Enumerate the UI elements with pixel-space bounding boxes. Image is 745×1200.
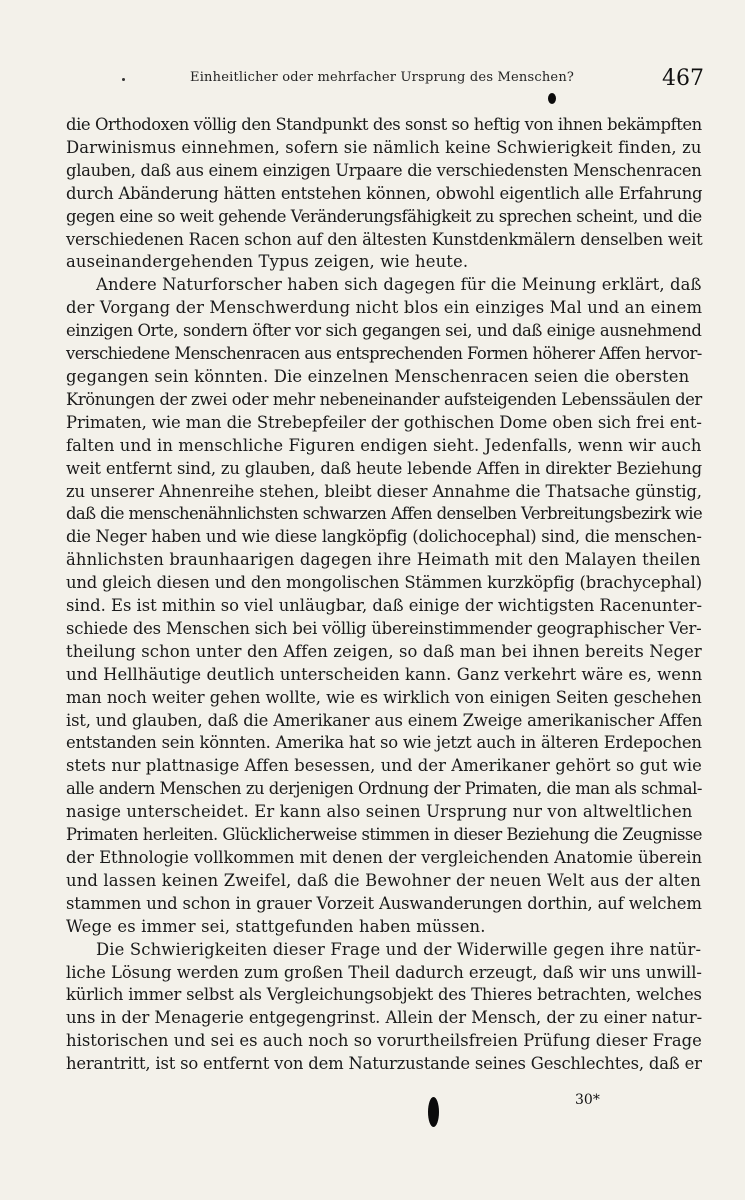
page-number: 467: [662, 66, 704, 91]
text-line: herantritt, ist so entfernt von dem Naturzustande seines Geschlechtes, daß er: [66, 1054, 702, 1074]
running-title: Einheitlicher oder mehrfacher Ursprung des Menschen?: [190, 70, 575, 85]
text-line: glauben, daß aus einem einzigen Urpaare die verschiedensten Menschenracen: [66, 160, 702, 180]
text-line: gegen eine so weit gehende Veränderungsfähigkeit zu sprechen scheint, und die: [66, 206, 702, 226]
signature-mark: 30*: [575, 1092, 600, 1108]
text-line: alle andern Menschen zu derjenigen Ordnung der Primaten, die man als schmal-: [66, 779, 702, 799]
text-line: durch Abänderung hätten entstehen können, obwohl eigentlich alle Erfahrung: [66, 183, 703, 203]
text-line: Krönungen der zwei oder mehr nebeneinander aufsteigenden Lebenssäulen der: [66, 389, 702, 409]
text-line: auseinandergehenden Typus zeigen, wie heute.: [66, 252, 469, 272]
text-line: Primaten, wie man die Strebepfeiler der gothischen Dome oben sich frei ent-: [66, 412, 702, 432]
text-line: uns in der Menagerie entgegengrinst. Allein der Mensch, der zu einer natur-: [66, 1008, 703, 1028]
text-line: Darwinismus einnehmen, sofern sie nämlich keine Schwierigkeit finden, zu: [66, 137, 702, 157]
text-line: und lassen keinen Zweifel, daß die Bewohner der neuen Welt aus der alten: [66, 870, 701, 890]
text-line: entstanden sein könnten. Amerika hat so wie jetzt auch in älteren Erdepochen: [66, 733, 702, 753]
text-line: verschiedene Menschenracen aus entsprechenden Formen höherer Affen hervor-: [66, 344, 702, 364]
text-line: gegangen sein könnten. Die einzelnen Menschenracen seien die obersten: [66, 366, 690, 386]
text-line: zu unserer Ahnenreihe stehen, bleibt dieser Annahme die Thatsache günstig,: [66, 481, 702, 501]
text-line: ist, und glauben, daß die Amerikaner aus einem Zweige amerikanischer Affen: [66, 710, 703, 730]
text-line: sind. Es ist mithin so viel unläugbar, daß einige der wichtigsten Racenunter-: [66, 596, 702, 616]
text-line: der Ethnologie vollkommen mit denen der vergleichenden Anatomie überein: [66, 848, 702, 867]
body-text: [66, 114, 702, 1076]
text-line: historischen und sei es auch noch so vorurtheilsfreien Prüfung dieser Frage: [66, 1031, 702, 1051]
text-line: liche Lösung werden zum großen Theil dadurch erzeugt, daß wir uns unwill-: [66, 962, 702, 982]
text-line: und gleich diesen und den mongolischen Stämmen kurzköpfig (brachycephal): [66, 573, 702, 593]
text-line: die Neger haben und wie diese langköpfig (dolichocephal) sind, die menschen-: [66, 527, 702, 547]
text-line: ähnlichsten braunhaarigen dagegen ihre Heimath mit den Malayen theilen: [66, 550, 701, 570]
text-line: kürlich immer selbst als Vergleichungsobjekt des Thieres betrachten, welches: [66, 985, 702, 1005]
text-line: einzigen Orte, sondern öfter vor sich gegangen sei, und daß einige ausnehmend: [66, 321, 702, 341]
text-line: nasige unterscheidet. Er kann also seinen Ursprung nur von altweltlichen: [66, 802, 693, 822]
text-line: Wege es immer sei, stattgefunden haben müssen.: [66, 916, 486, 936]
text-line: stammen und schon in grauer Vorzeit Auswanderungen dorthin, auf welchem: [66, 893, 702, 913]
ink-blot: [548, 93, 556, 104]
text-line: Andere Naturforscher haben sich dagegen für die Meinung erklärt, daß: [96, 275, 702, 295]
text-line: Die Schwierigkeiten dieser Frage und der Widerwille gegen ihre natür-: [96, 939, 702, 959]
stray-dot: [122, 78, 125, 81]
ink-blot: [428, 1097, 439, 1127]
text-line: falten und in menschliche Figuren endigen sieht. Jedenfalls, wenn wir auch: [66, 435, 702, 455]
text-line: und Hellhäutige deutlich unterscheiden kann. Ganz verkehrt wäre es, wenn: [66, 664, 703, 684]
text-line: Primaten herleiten. Glücklicherweise stimmen in dieser Beziehung die Zeugnisse: [66, 825, 702, 845]
text-line: der Vorgang der Menschwerdung nicht blos ein einziges Mal und an einem: [66, 298, 703, 318]
text-line: weit entfernt sind, zu glauben, daß heute lebende Affen in direkter Beziehung: [66, 458, 702, 478]
text-line: schiede des Menschen sich bei völlig übereinstimmender geographischer Ver-: [66, 618, 702, 638]
text-line: theilung schon unter den Affen zeigen, so daß man bei ihnen bereits Neger: [66, 641, 702, 661]
text-line: man noch weiter gehen wollte, wie es wirklich von einigen Seiten geschehen: [66, 687, 702, 707]
text-line: daß die menschenähnlichsten schwarzen Affen denselben Verbreitungsbezirk wie: [66, 504, 703, 524]
text-line: stets nur plattnasige Affen besessen, und der Amerikaner gehört so gut wie: [66, 756, 702, 776]
text-line: die Orthodoxen völlig den Standpunkt des sonst so heftig von ihnen bekämpften: [66, 115, 702, 134]
text-line: verschiedenen Racen schon auf den ältesten Kunstdenkmälern denselben weit: [66, 229, 703, 249]
